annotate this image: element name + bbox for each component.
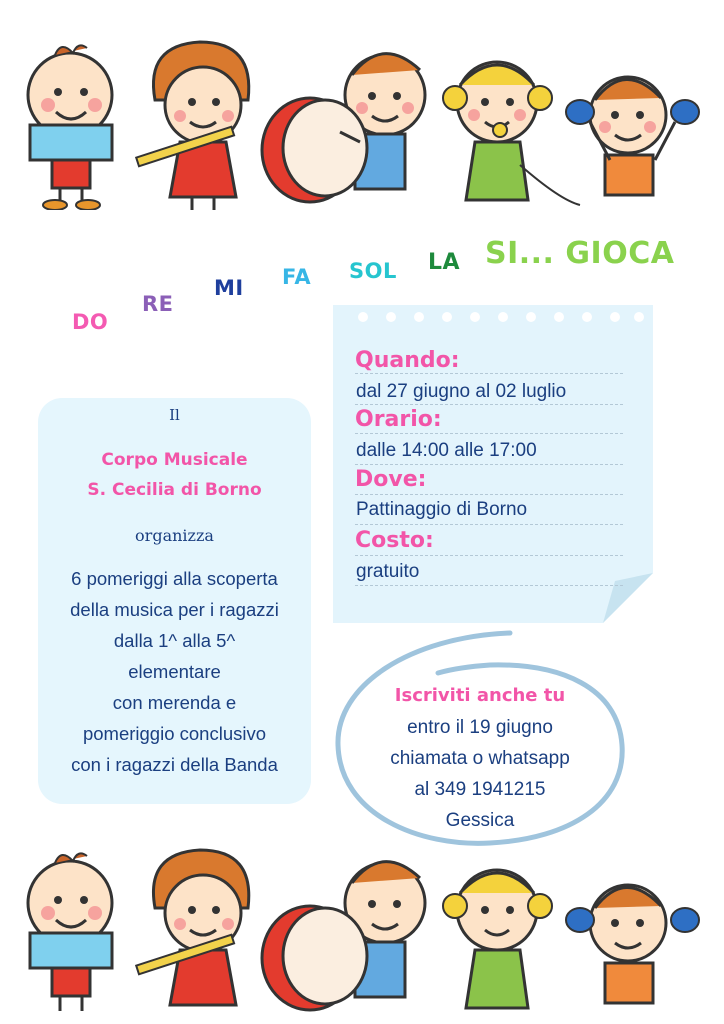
note-fa: FA [282,265,312,289]
when-label: Quando: [355,348,460,373]
triangle-girl-illustration [443,62,580,205]
kids-illustration-top [0,30,724,210]
divider [355,555,623,556]
time-label: Orario: [355,407,442,432]
accordion-kid-illustration [28,853,112,1011]
signup-phone: al 349 1941215 [414,779,546,800]
cost-value: gratuito [356,561,420,582]
intro-text: Il [169,406,180,424]
description-line: dalla 1^ alla 5^ [113,630,236,651]
note-sol: SOL [349,259,397,283]
note-si-gioca: SI... GIOCA [485,236,675,271]
organizer-name-line1: Corpo Musicale [101,450,248,470]
accordion-kid-illustration [28,45,112,210]
drum-kid-illustration [262,54,425,202]
where-label: Dove: [355,467,427,492]
divider [355,585,623,586]
description-line: elementare [128,661,221,682]
time-value: dalle 14:00 alle 17:00 [356,440,537,461]
divider [355,373,623,374]
where-value: Pattinaggio di Borno [356,499,528,520]
divider [355,464,623,465]
drum-kid-illustration [262,862,425,1010]
organizza-text: organizza [135,526,214,545]
signup-contact-name: Gessica [445,810,515,831]
note-re: RE [142,292,174,316]
maracas-kid-illustration [566,885,699,1003]
divider [355,494,623,495]
description-line: con merenda e [112,692,237,713]
maracas-kid-illustration [566,77,699,195]
description-line: 6 pomeriggi alla scoperta [71,568,278,589]
note-la: LA [428,250,461,275]
divider [355,433,623,434]
when-value: dal 27 giugno al 02 luglio [356,381,567,402]
flute-girl-illustration [136,42,249,210]
divider [355,404,623,405]
cost-label: Costo: [355,528,434,553]
signup-deadline: entro il 19 giugno [407,717,553,738]
signup-method: chiamata o whatsapp [390,748,570,769]
organizer-name-line2: S. Cecilia di Borno [87,480,262,500]
note-mi: MI [214,276,244,300]
description-line: della musica per i ragazzi [70,599,279,620]
description-line: con i ragazzi della Banda [71,754,278,775]
description-line: pomeriggio conclusivo [82,723,267,744]
signup-title: Iscriviti anche tu [394,685,566,706]
kids-illustration-bottom [0,838,724,1018]
flute-girl-illustration [136,850,249,1005]
organizer-card [38,398,311,804]
note-do: DO [72,310,109,334]
divider [355,524,623,525]
triangle-girl-illustration [443,870,552,1008]
